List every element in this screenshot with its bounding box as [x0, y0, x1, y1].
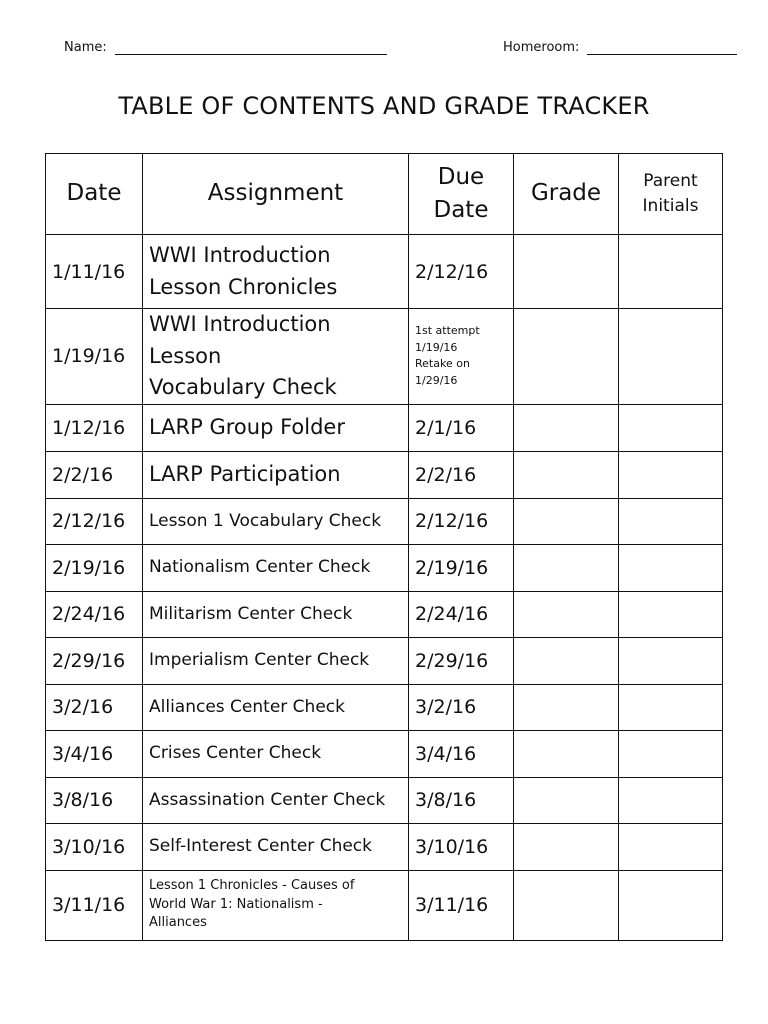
row-assignment-line: Lesson 1 Chronicles - Causes of	[149, 878, 355, 894]
name-blank-line[interactable]	[115, 40, 387, 55]
row-due-date: 2/19/16	[409, 544, 514, 591]
table-row	[46, 684, 723, 730]
table-row	[46, 730, 723, 777]
row-date: 3/8/16	[46, 777, 143, 823]
row-assignment: Crises Center Check	[143, 730, 409, 777]
row-parent-initials-cell[interactable]	[619, 498, 723, 544]
row-date: 1/19/16	[46, 309, 143, 405]
row-parent-initials-cell[interactable]	[619, 777, 723, 823]
row-due-date: 2/24/16	[409, 591, 514, 637]
table-row	[46, 498, 723, 544]
row-date: 2/19/16	[46, 544, 143, 591]
row-grade-cell[interactable]	[514, 870, 619, 940]
table-row	[46, 591, 723, 637]
row-parent-initials-cell[interactable]	[619, 451, 723, 498]
column-header-due-date	[409, 154, 514, 235]
table-row	[46, 451, 723, 498]
row-due-date: 2/1/16	[409, 404, 514, 451]
row-date: 3/2/16	[46, 684, 143, 730]
row-assignment: Imperialism Center Check	[143, 637, 409, 684]
row-grade-cell[interactable]	[514, 544, 619, 591]
row-grade-cell[interactable]	[514, 637, 619, 684]
row-parent-initials-cell[interactable]	[619, 823, 723, 870]
column-header-date: Date	[46, 154, 143, 235]
row-date: 2/24/16	[46, 591, 143, 637]
row-due-line: 1/29/16	[415, 373, 458, 387]
row-date: 2/12/16	[46, 498, 143, 544]
row-due-date: 2/29/16	[409, 637, 514, 684]
homeroom-field[interactable]	[503, 40, 737, 55]
column-header-parent-initials	[619, 154, 723, 235]
row-assignment	[143, 235, 409, 309]
row-parent-initials-cell[interactable]	[619, 309, 723, 405]
column-header-due-line2: Date	[433, 197, 489, 223]
column-header-parent-line2: Initials	[642, 196, 699, 216]
row-assignment: Assassination Center Check	[143, 777, 409, 823]
row-grade-cell[interactable]	[514, 730, 619, 777]
row-due-date: 3/4/16	[409, 730, 514, 777]
row-due-date: 3/8/16	[409, 777, 514, 823]
row-grade-cell[interactable]	[514, 823, 619, 870]
row-assignment: LARP Group Folder	[143, 404, 409, 451]
row-assignment	[143, 870, 409, 940]
row-parent-initials-cell[interactable]	[619, 591, 723, 637]
table-row	[46, 823, 723, 870]
name-field[interactable]	[64, 40, 387, 55]
row-assignment-line: WWI Introduction Lesson	[149, 312, 331, 368]
row-assignment	[143, 309, 409, 405]
row-grade-cell[interactable]	[514, 309, 619, 405]
row-date: 2/2/16	[46, 451, 143, 498]
row-parent-initials-cell[interactable]	[619, 404, 723, 451]
row-due-line: Retake on	[415, 357, 470, 371]
row-parent-initials-cell[interactable]	[619, 870, 723, 940]
row-due-date: 2/12/16	[409, 235, 514, 309]
row-due-date: 3/11/16	[409, 870, 514, 940]
table-header-row	[46, 154, 723, 235]
row-date: 3/10/16	[46, 823, 143, 870]
row-assignment: Self-Interest Center Check	[143, 823, 409, 870]
row-due-line: 1st attempt	[415, 324, 480, 338]
table-row	[46, 404, 723, 451]
row-grade-cell[interactable]	[514, 451, 619, 498]
table-row	[46, 637, 723, 684]
row-parent-initials-cell[interactable]	[619, 544, 723, 591]
row-grade-cell[interactable]	[514, 404, 619, 451]
row-assignment: Lesson 1 Vocabulary Check	[143, 498, 409, 544]
row-due-date	[409, 309, 514, 405]
homeroom-label: Homeroom:	[503, 40, 580, 55]
row-date: 1/12/16	[46, 404, 143, 451]
row-parent-initials-cell[interactable]	[619, 235, 723, 309]
row-assignment-line: World War 1: Nationalism -	[149, 896, 323, 912]
row-assignment-line: WWI Introduction	[149, 243, 331, 267]
row-parent-initials-cell[interactable]	[619, 684, 723, 730]
row-date: 3/4/16	[46, 730, 143, 777]
row-parent-initials-cell[interactable]	[619, 637, 723, 684]
row-date: 3/11/16	[46, 870, 143, 940]
table-row	[46, 235, 723, 309]
row-due-date: 3/10/16	[409, 823, 514, 870]
row-grade-cell[interactable]	[514, 235, 619, 309]
row-assignment-line: Vocabulary Check	[149, 375, 337, 399]
row-parent-initials-cell[interactable]	[619, 730, 723, 777]
row-grade-cell[interactable]	[514, 498, 619, 544]
row-due-date: 2/12/16	[409, 498, 514, 544]
page-title: TABLE OF CONTENTS AND GRADE TRACKER	[118, 92, 650, 120]
row-assignment: Alliances Center Check	[143, 684, 409, 730]
row-assignment: Militarism Center Check	[143, 591, 409, 637]
row-date: 2/29/16	[46, 637, 143, 684]
homeroom-blank-line[interactable]	[587, 40, 737, 55]
row-assignment-line: Alliances	[149, 915, 207, 931]
table-row	[46, 870, 723, 940]
column-header-due-line1: Due	[437, 163, 485, 190]
row-due-line: 1/19/16	[415, 340, 458, 354]
table-row	[46, 309, 723, 405]
table-row	[46, 777, 723, 823]
grade-tracker-table	[45, 153, 723, 941]
name-label: Name:	[64, 40, 107, 55]
column-header-assignment: Assignment	[143, 154, 409, 235]
row-grade-cell[interactable]	[514, 684, 619, 730]
row-date: 1/11/16	[46, 235, 143, 309]
row-due-date: 2/2/16	[409, 451, 514, 498]
row-assignment: Nationalism Center Check	[143, 544, 409, 591]
row-grade-cell[interactable]	[514, 591, 619, 637]
row-assignment: LARP Participation	[143, 451, 409, 498]
row-assignment-line: Lesson Chronicles	[149, 274, 338, 299]
row-due-date: 3/2/16	[409, 684, 514, 730]
table-row	[46, 544, 723, 591]
column-header-parent-line1: Parent	[643, 170, 698, 191]
column-header-grade: Grade	[514, 154, 619, 235]
row-grade-cell[interactable]	[514, 777, 619, 823]
